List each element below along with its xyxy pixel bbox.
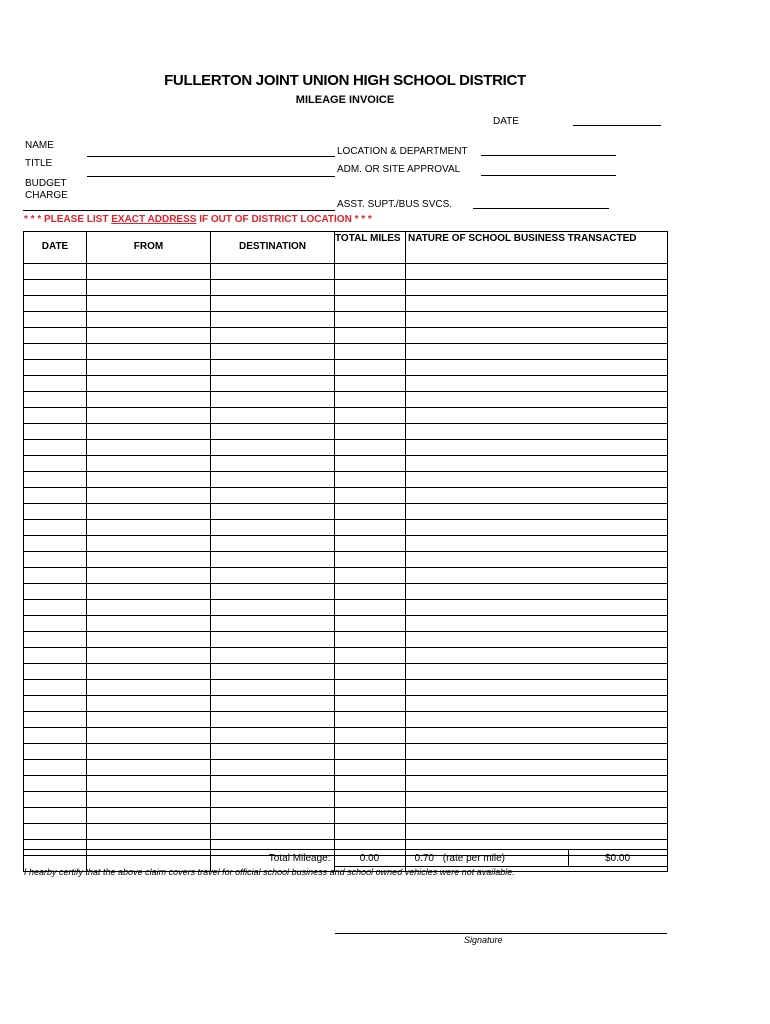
date-field[interactable]: [573, 125, 661, 126]
table-row: [24, 424, 668, 440]
table-row: [24, 392, 668, 408]
cell-nature[interactable]: [406, 280, 668, 296]
cell-date[interactable]: [24, 824, 87, 840]
cell-date[interactable]: [24, 264, 87, 280]
cell-from[interactable]: [87, 392, 211, 408]
location-label: LOCATION & DEPARTMENT: [337, 146, 468, 157]
cell-from[interactable]: [87, 360, 211, 376]
totals-row: [23, 849, 668, 867]
cell-destination[interactable]: [211, 504, 335, 520]
cell-destination[interactable]: [211, 520, 335, 536]
table-row: [24, 440, 668, 456]
cell-from[interactable]: [87, 328, 211, 344]
col-header-date: DATE: [24, 232, 87, 264]
cell-total-miles[interactable]: [335, 808, 406, 824]
asst-supt-field[interactable]: [473, 208, 609, 209]
table-row: [24, 536, 668, 552]
notice-prefix: * * * PLEASE LIST: [24, 214, 112, 225]
cell-date[interactable]: [24, 760, 87, 776]
cell-total-miles[interactable]: [335, 760, 406, 776]
rate-note: (rate per mile): [442, 852, 505, 864]
adm-approval-field[interactable]: [481, 175, 616, 176]
cell-date[interactable]: [24, 680, 87, 696]
budget-charge-field[interactable]: [23, 210, 335, 211]
cell-from[interactable]: [87, 632, 211, 648]
table-row: [24, 456, 668, 472]
cell-destination[interactable]: [211, 328, 335, 344]
cell-from[interactable]: [87, 456, 211, 472]
cell-total-miles[interactable]: [335, 616, 406, 632]
cell-date[interactable]: [24, 360, 87, 376]
total-mileage-label: Total Mileage:: [23, 850, 334, 867]
cell-date[interactable]: [24, 600, 87, 616]
cell-total-miles[interactable]: [335, 424, 406, 440]
cell-destination[interactable]: [211, 312, 335, 328]
cell-destination[interactable]: [211, 600, 335, 616]
mileage-table: [23, 231, 668, 872]
cell-from[interactable]: [87, 264, 211, 280]
cell-nature[interactable]: [406, 376, 668, 392]
cell-destination[interactable]: [211, 552, 335, 568]
cell-destination[interactable]: [211, 728, 335, 744]
cell-destination[interactable]: [211, 616, 335, 632]
cell-from[interactable]: [87, 760, 211, 776]
cell-date[interactable]: [24, 568, 87, 584]
date-label: DATE: [493, 116, 519, 127]
cell-total-miles[interactable]: [335, 312, 406, 328]
total-miles-value: 0.00: [334, 850, 405, 867]
cell-from[interactable]: [87, 616, 211, 632]
cell-total-miles[interactable]: [335, 520, 406, 536]
cell-destination[interactable]: [211, 392, 335, 408]
cell-total-miles[interactable]: [335, 408, 406, 424]
name-field[interactable]: [87, 156, 335, 157]
cell-destination[interactable]: [211, 440, 335, 456]
cell-destination[interactable]: [211, 472, 335, 488]
cell-from[interactable]: [87, 504, 211, 520]
cell-total-miles[interactable]: [335, 360, 406, 376]
table-row: [24, 408, 668, 424]
cell-nature[interactable]: [406, 424, 668, 440]
table-row: [24, 712, 668, 728]
cell-date[interactable]: [24, 776, 87, 792]
address-notice: [24, 214, 372, 225]
cell-destination[interactable]: [211, 792, 335, 808]
cell-from[interactable]: [87, 808, 211, 824]
table-row: [24, 776, 668, 792]
cell-nature[interactable]: [406, 776, 668, 792]
cell-total-miles[interactable]: [335, 584, 406, 600]
cell-nature[interactable]: [406, 792, 668, 808]
cell-date[interactable]: [24, 808, 87, 824]
cell-date[interactable]: [24, 312, 87, 328]
table-row: [24, 552, 668, 568]
cell-total-miles[interactable]: [335, 744, 406, 760]
rate-cell: [405, 850, 568, 867]
cell-nature[interactable]: [406, 728, 668, 744]
cell-from[interactable]: [87, 696, 211, 712]
cell-date[interactable]: [24, 504, 87, 520]
cell-destination[interactable]: [211, 360, 335, 376]
cell-nature[interactable]: [406, 824, 668, 840]
cell-from[interactable]: [87, 488, 211, 504]
cell-date[interactable]: [24, 552, 87, 568]
cell-nature[interactable]: [406, 360, 668, 376]
name-label: NAME: [25, 140, 54, 151]
cell-nature[interactable]: [406, 744, 668, 760]
cell-from[interactable]: [87, 664, 211, 680]
cell-destination[interactable]: [211, 584, 335, 600]
cell-date[interactable]: [24, 328, 87, 344]
cell-nature[interactable]: [406, 504, 668, 520]
table-row: [24, 344, 668, 360]
cell-nature[interactable]: [406, 312, 668, 328]
col-header-from: FROM: [87, 232, 211, 264]
cell-nature[interactable]: [406, 440, 668, 456]
table-row: [24, 632, 668, 648]
cell-destination[interactable]: [211, 376, 335, 392]
cell-date[interactable]: [24, 296, 87, 312]
cell-from[interactable]: [87, 280, 211, 296]
cell-date[interactable]: [24, 456, 87, 472]
cell-total-miles[interactable]: [335, 328, 406, 344]
table-row: [24, 280, 668, 296]
cell-nature[interactable]: [406, 472, 668, 488]
cell-nature[interactable]: [406, 456, 668, 472]
cell-from[interactable]: [87, 824, 211, 840]
rate-value: 0.70: [414, 852, 434, 864]
cell-total-miles[interactable]: [335, 728, 406, 744]
cell-total-miles[interactable]: [335, 536, 406, 552]
cell-destination[interactable]: [211, 680, 335, 696]
table-row: [24, 808, 668, 824]
cell-from[interactable]: [87, 712, 211, 728]
cell-date[interactable]: [24, 664, 87, 680]
table-row: [24, 760, 668, 776]
signature-label: Signature: [464, 935, 503, 945]
cell-from[interactable]: [87, 376, 211, 392]
cell-from[interactable]: [87, 728, 211, 744]
cell-from[interactable]: [87, 568, 211, 584]
cell-nature[interactable]: [406, 408, 668, 424]
cell-destination[interactable]: [211, 776, 335, 792]
cell-nature[interactable]: [406, 344, 668, 360]
cell-from[interactable]: [87, 472, 211, 488]
cell-total-miles[interactable]: [335, 776, 406, 792]
location-field[interactable]: [481, 155, 616, 156]
title-field[interactable]: [87, 176, 335, 177]
cell-nature[interactable]: [406, 520, 668, 536]
cell-from[interactable]: [87, 296, 211, 312]
cell-total-miles[interactable]: [335, 472, 406, 488]
adm-approval-label: ADM. OR SITE APPROVAL: [337, 164, 461, 175]
cell-total-miles[interactable]: [335, 680, 406, 696]
table-row: [24, 264, 668, 280]
cell-date[interactable]: [24, 792, 87, 808]
table-row: [24, 680, 668, 696]
cell-date[interactable]: [24, 392, 87, 408]
cell-total-miles[interactable]: [335, 648, 406, 664]
cell-date[interactable]: [24, 344, 87, 360]
cell-total-miles[interactable]: [335, 296, 406, 312]
cell-nature[interactable]: [406, 712, 668, 728]
cell-destination[interactable]: [211, 744, 335, 760]
cell-nature[interactable]: [406, 488, 668, 504]
total-amount-value: $0.00: [568, 850, 667, 867]
table-row: [24, 312, 668, 328]
cell-from[interactable]: [87, 312, 211, 328]
cell-from[interactable]: [87, 552, 211, 568]
table-row: [24, 664, 668, 680]
cell-date[interactable]: [24, 440, 87, 456]
table-body: [24, 264, 668, 872]
table-row: [24, 504, 668, 520]
cell-date[interactable]: [24, 424, 87, 440]
cell-from[interactable]: [87, 344, 211, 360]
certification-text: I hearby certify that the above claim covers travel for official school business and school owned vehicles were not available.: [24, 867, 515, 877]
cell-destination[interactable]: [211, 712, 335, 728]
cell-from[interactable]: [87, 744, 211, 760]
cell-nature[interactable]: [406, 664, 668, 680]
cell-total-miles[interactable]: [335, 264, 406, 280]
cell-total-miles[interactable]: [335, 392, 406, 408]
cell-from[interactable]: [87, 536, 211, 552]
cell-total-miles[interactable]: [335, 440, 406, 456]
cell-date[interactable]: [24, 744, 87, 760]
cell-total-miles[interactable]: [335, 456, 406, 472]
cell-total-miles[interactable]: [335, 552, 406, 568]
cell-destination[interactable]: [211, 568, 335, 584]
cell-destination[interactable]: [211, 488, 335, 504]
cell-from[interactable]: [87, 440, 211, 456]
cell-total-miles[interactable]: [335, 280, 406, 296]
form-title: FULLERTON JOINT UNION HIGH SCHOOL DISTRICT: [164, 72, 526, 89]
cell-destination[interactable]: [211, 296, 335, 312]
cell-destination[interactable]: [211, 760, 335, 776]
cell-total-miles[interactable]: [335, 344, 406, 360]
cell-total-miles[interactable]: [335, 824, 406, 840]
cell-date[interactable]: [24, 632, 87, 648]
cell-date[interactable]: [24, 280, 87, 296]
cell-destination[interactable]: [211, 632, 335, 648]
cell-date[interactable]: [24, 472, 87, 488]
table-row: [24, 520, 668, 536]
table-header-row: [24, 232, 668, 264]
title-label: TITLE: [25, 158, 53, 169]
cell-date[interactable]: [24, 376, 87, 392]
cell-destination[interactable]: [211, 408, 335, 424]
cell-date[interactable]: [24, 712, 87, 728]
cell-date[interactable]: [24, 408, 87, 424]
cell-total-miles[interactable]: [335, 664, 406, 680]
table-row: [24, 568, 668, 584]
cell-nature[interactable]: [406, 392, 668, 408]
cell-nature[interactable]: [406, 328, 668, 344]
table-row: [24, 792, 668, 808]
cell-destination[interactable]: [211, 664, 335, 680]
signature-field[interactable]: [335, 933, 667, 934]
cell-total-miles[interactable]: [335, 488, 406, 504]
table-row: [24, 472, 668, 488]
cell-from[interactable]: [87, 776, 211, 792]
cell-date[interactable]: [24, 648, 87, 664]
cell-total-miles[interactable]: [335, 792, 406, 808]
asst-supt-label: ASST. SUPT./BUS SVCS.: [337, 199, 453, 210]
cell-total-miles[interactable]: [335, 376, 406, 392]
cell-destination[interactable]: [211, 264, 335, 280]
cell-from[interactable]: [87, 792, 211, 808]
charge-label: CHARGE: [25, 190, 68, 201]
col-header-destination: DESTINATION: [211, 232, 335, 264]
cell-nature[interactable]: [406, 696, 668, 712]
form-subtitle: MILEAGE INVOICE: [295, 94, 395, 106]
cell-date[interactable]: [24, 584, 87, 600]
cell-destination[interactable]: [211, 280, 335, 296]
table-row: [24, 328, 668, 344]
cell-destination[interactable]: [211, 456, 335, 472]
cell-nature[interactable]: [406, 536, 668, 552]
cell-total-miles[interactable]: [335, 568, 406, 584]
cell-total-miles[interactable]: [335, 600, 406, 616]
cell-nature[interactable]: [406, 568, 668, 584]
budget-label: BUDGET: [25, 178, 67, 189]
cell-destination[interactable]: [211, 824, 335, 840]
cell-total-miles[interactable]: [335, 712, 406, 728]
cell-destination[interactable]: [211, 424, 335, 440]
table-row: [24, 696, 668, 712]
cell-from[interactable]: [87, 680, 211, 696]
cell-total-miles[interactable]: [335, 696, 406, 712]
cell-date[interactable]: [24, 520, 87, 536]
table-row: [24, 584, 668, 600]
cell-destination[interactable]: [211, 808, 335, 824]
table-row: [24, 360, 668, 376]
cell-nature[interactable]: [406, 616, 668, 632]
table-row: [24, 616, 668, 632]
table-row: [24, 488, 668, 504]
table-row: [24, 296, 668, 312]
cell-destination[interactable]: [211, 536, 335, 552]
table-row: [24, 728, 668, 744]
col-header-nature: NATURE OF SCHOOL BUSINESS TRANSACTED: [406, 232, 668, 264]
cell-from[interactable]: [87, 600, 211, 616]
table-row: [24, 648, 668, 664]
cell-destination[interactable]: [211, 696, 335, 712]
cell-from[interactable]: [87, 648, 211, 664]
cell-nature[interactable]: [406, 584, 668, 600]
cell-nature[interactable]: [406, 648, 668, 664]
table-row: [24, 824, 668, 840]
col-header-total-miles: TOTAL MILES: [335, 232, 406, 264]
cell-destination[interactable]: [211, 648, 335, 664]
cell-from[interactable]: [87, 424, 211, 440]
cell-nature[interactable]: [406, 264, 668, 280]
notice-emphasis: EXACT ADDRESS: [111, 214, 197, 225]
cell-date[interactable]: [24, 728, 87, 744]
cell-from[interactable]: [87, 584, 211, 600]
cell-date[interactable]: [24, 696, 87, 712]
cell-nature[interactable]: [406, 552, 668, 568]
cell-total-miles[interactable]: [335, 504, 406, 520]
table-row: [24, 376, 668, 392]
cell-nature[interactable]: [406, 600, 668, 616]
cell-total-miles[interactable]: [335, 632, 406, 648]
cell-nature[interactable]: [406, 296, 668, 312]
cell-destination[interactable]: [211, 344, 335, 360]
table-row: [24, 744, 668, 760]
cell-from[interactable]: [87, 408, 211, 424]
cell-nature[interactable]: [406, 808, 668, 824]
cell-date[interactable]: [24, 616, 87, 632]
table-row: [24, 600, 668, 616]
cell-nature[interactable]: [406, 632, 668, 648]
cell-date[interactable]: [24, 536, 87, 552]
cell-nature[interactable]: [406, 760, 668, 776]
cell-from[interactable]: [87, 520, 211, 536]
cell-date[interactable]: [24, 488, 87, 504]
cell-nature[interactable]: [406, 680, 668, 696]
notice-suffix: IF OUT OF DISTRICT LOCATION * * *: [196, 214, 372, 225]
